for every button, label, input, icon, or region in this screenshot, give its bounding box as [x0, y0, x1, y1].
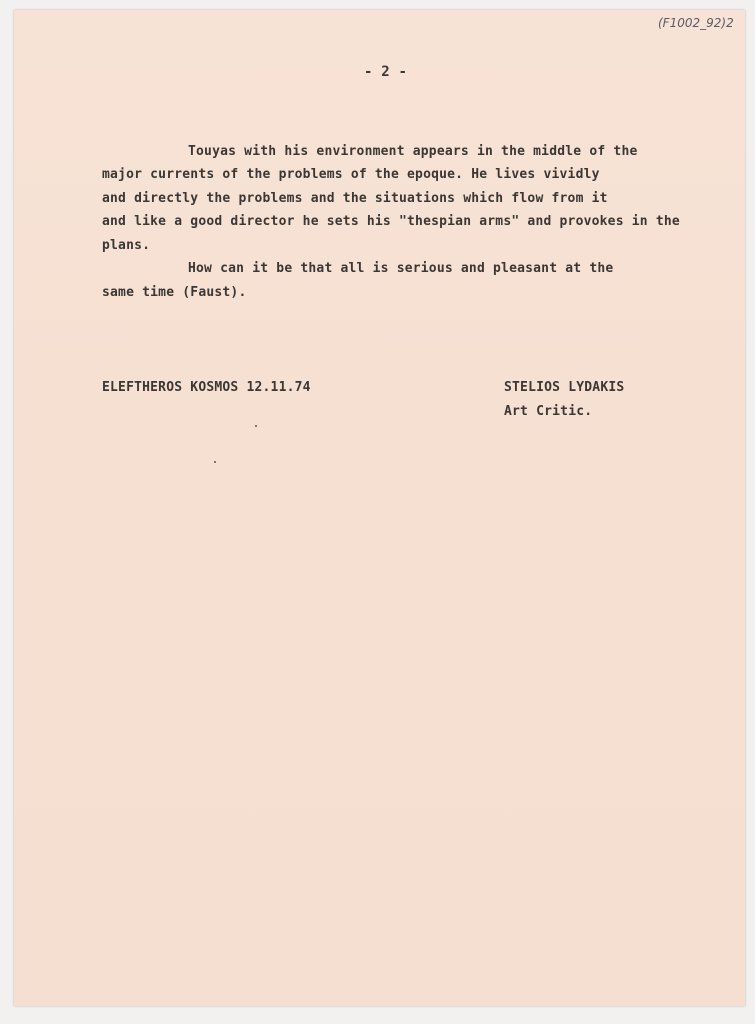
author-title: Art Critic. [504, 404, 593, 419]
body-line-5: plans. [102, 238, 151, 253]
source-citation: ELEFTHEROS KOSMOS 12.11.74 [102, 380, 311, 395]
body-line-2: major currents of the problems of the epoque. He lives vividly [102, 167, 600, 182]
body-line-4: and like a good director he sets his "thespian arms" and provokes in the [102, 214, 680, 229]
body-line-7: same time (Faust). [102, 285, 247, 300]
ink-speck [214, 461, 216, 463]
ink-speck [255, 425, 257, 427]
author-name: STELIOS LYDAKIS [504, 380, 625, 395]
body-line-1: Touyas with his environment appears in the middle of the [188, 144, 638, 159]
body-line-3: and directly the problems and the situations which flow from it [102, 191, 608, 206]
archive-reference-note: (F1002_92)2 [658, 16, 734, 30]
page-number: - 2 - [364, 64, 408, 80]
body-line-6: How can it be that all is serious and pleasant at the [188, 261, 614, 276]
document-page [14, 10, 745, 1006]
